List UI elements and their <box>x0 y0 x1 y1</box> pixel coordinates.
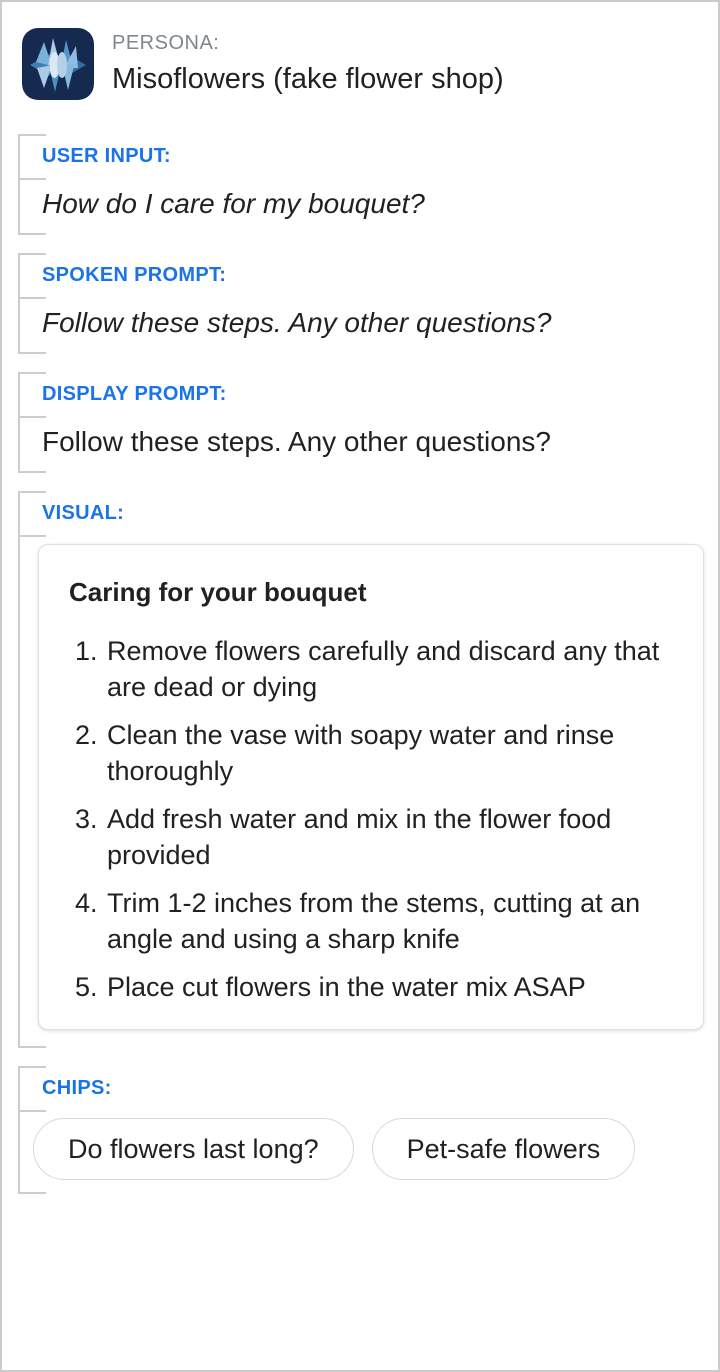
bracket-tick <box>20 1192 46 1194</box>
visual-step: 1. Remove flowers carefully and discard any that are dead or dying <box>105 633 677 705</box>
chip-pet-safe-flowers[interactable]: Pet-safe flowers <box>372 1118 636 1180</box>
bracket-tick <box>20 253 46 255</box>
chip-do-flowers-last-long[interactable]: Do flowers last long? <box>33 1118 354 1180</box>
visual-card <box>38 544 704 1030</box>
display-prompt-text: Follow these steps. Any other questions? <box>42 426 551 457</box>
bracket-tick <box>20 1046 46 1048</box>
bracket-tick <box>20 297 46 299</box>
bracket-tick <box>20 233 46 235</box>
visual-card-steps <box>69 633 677 1005</box>
bracket-tick <box>20 416 46 418</box>
bracket-tick <box>20 1110 46 1112</box>
bracket-tick <box>20 134 46 136</box>
user-input-label: USER INPUT: <box>42 145 171 167</box>
persona-header-text <box>112 28 504 96</box>
bracket-tick <box>20 178 46 180</box>
section-visual <box>18 491 704 1048</box>
user-input-text: How do I care for my bouquet? <box>42 188 425 219</box>
persona-label: PERSONA: <box>112 32 220 54</box>
spoken-prompt-label: SPOKEN PROMPT: <box>42 264 227 286</box>
visual-step: 3. Add fresh water and mix in the flower food provided <box>105 801 677 873</box>
bracket-tick <box>20 491 46 493</box>
section-user-input <box>18 134 704 235</box>
visual-label: VISUAL: <box>42 502 125 524</box>
section-chips <box>18 1066 704 1194</box>
bracket-tick <box>20 1066 46 1068</box>
visual-step: 4. Trim 1-2 inches from the stems, cutting at an angle and using a sharp knife <box>105 885 677 957</box>
spoken-prompt-text: Follow these steps. Any other questions? <box>42 307 552 338</box>
section-spoken-prompt <box>18 253 704 354</box>
bracket-tick <box>20 535 46 537</box>
visual-step: 2. Clean the vase with soapy water and rinse thoroughly <box>105 717 677 789</box>
bracket-tick <box>20 372 46 374</box>
persona-header <box>2 2 718 100</box>
bracket-tick <box>20 352 46 354</box>
display-prompt-label: DISPLAY PROMPT: <box>42 383 227 405</box>
section-display-prompt <box>18 372 704 473</box>
chips-label: CHIPS: <box>42 1077 112 1099</box>
visual-step: 5. Place cut flowers in the water mix ASAP <box>105 969 677 1005</box>
visual-card-title: Caring for your bouquet <box>69 577 367 607</box>
bracket-tick <box>20 471 46 473</box>
flower-logo-icon <box>22 28 94 100</box>
chips-row <box>33 1118 704 1180</box>
persona-title: Misoflowers (fake flower shop) <box>112 63 504 95</box>
